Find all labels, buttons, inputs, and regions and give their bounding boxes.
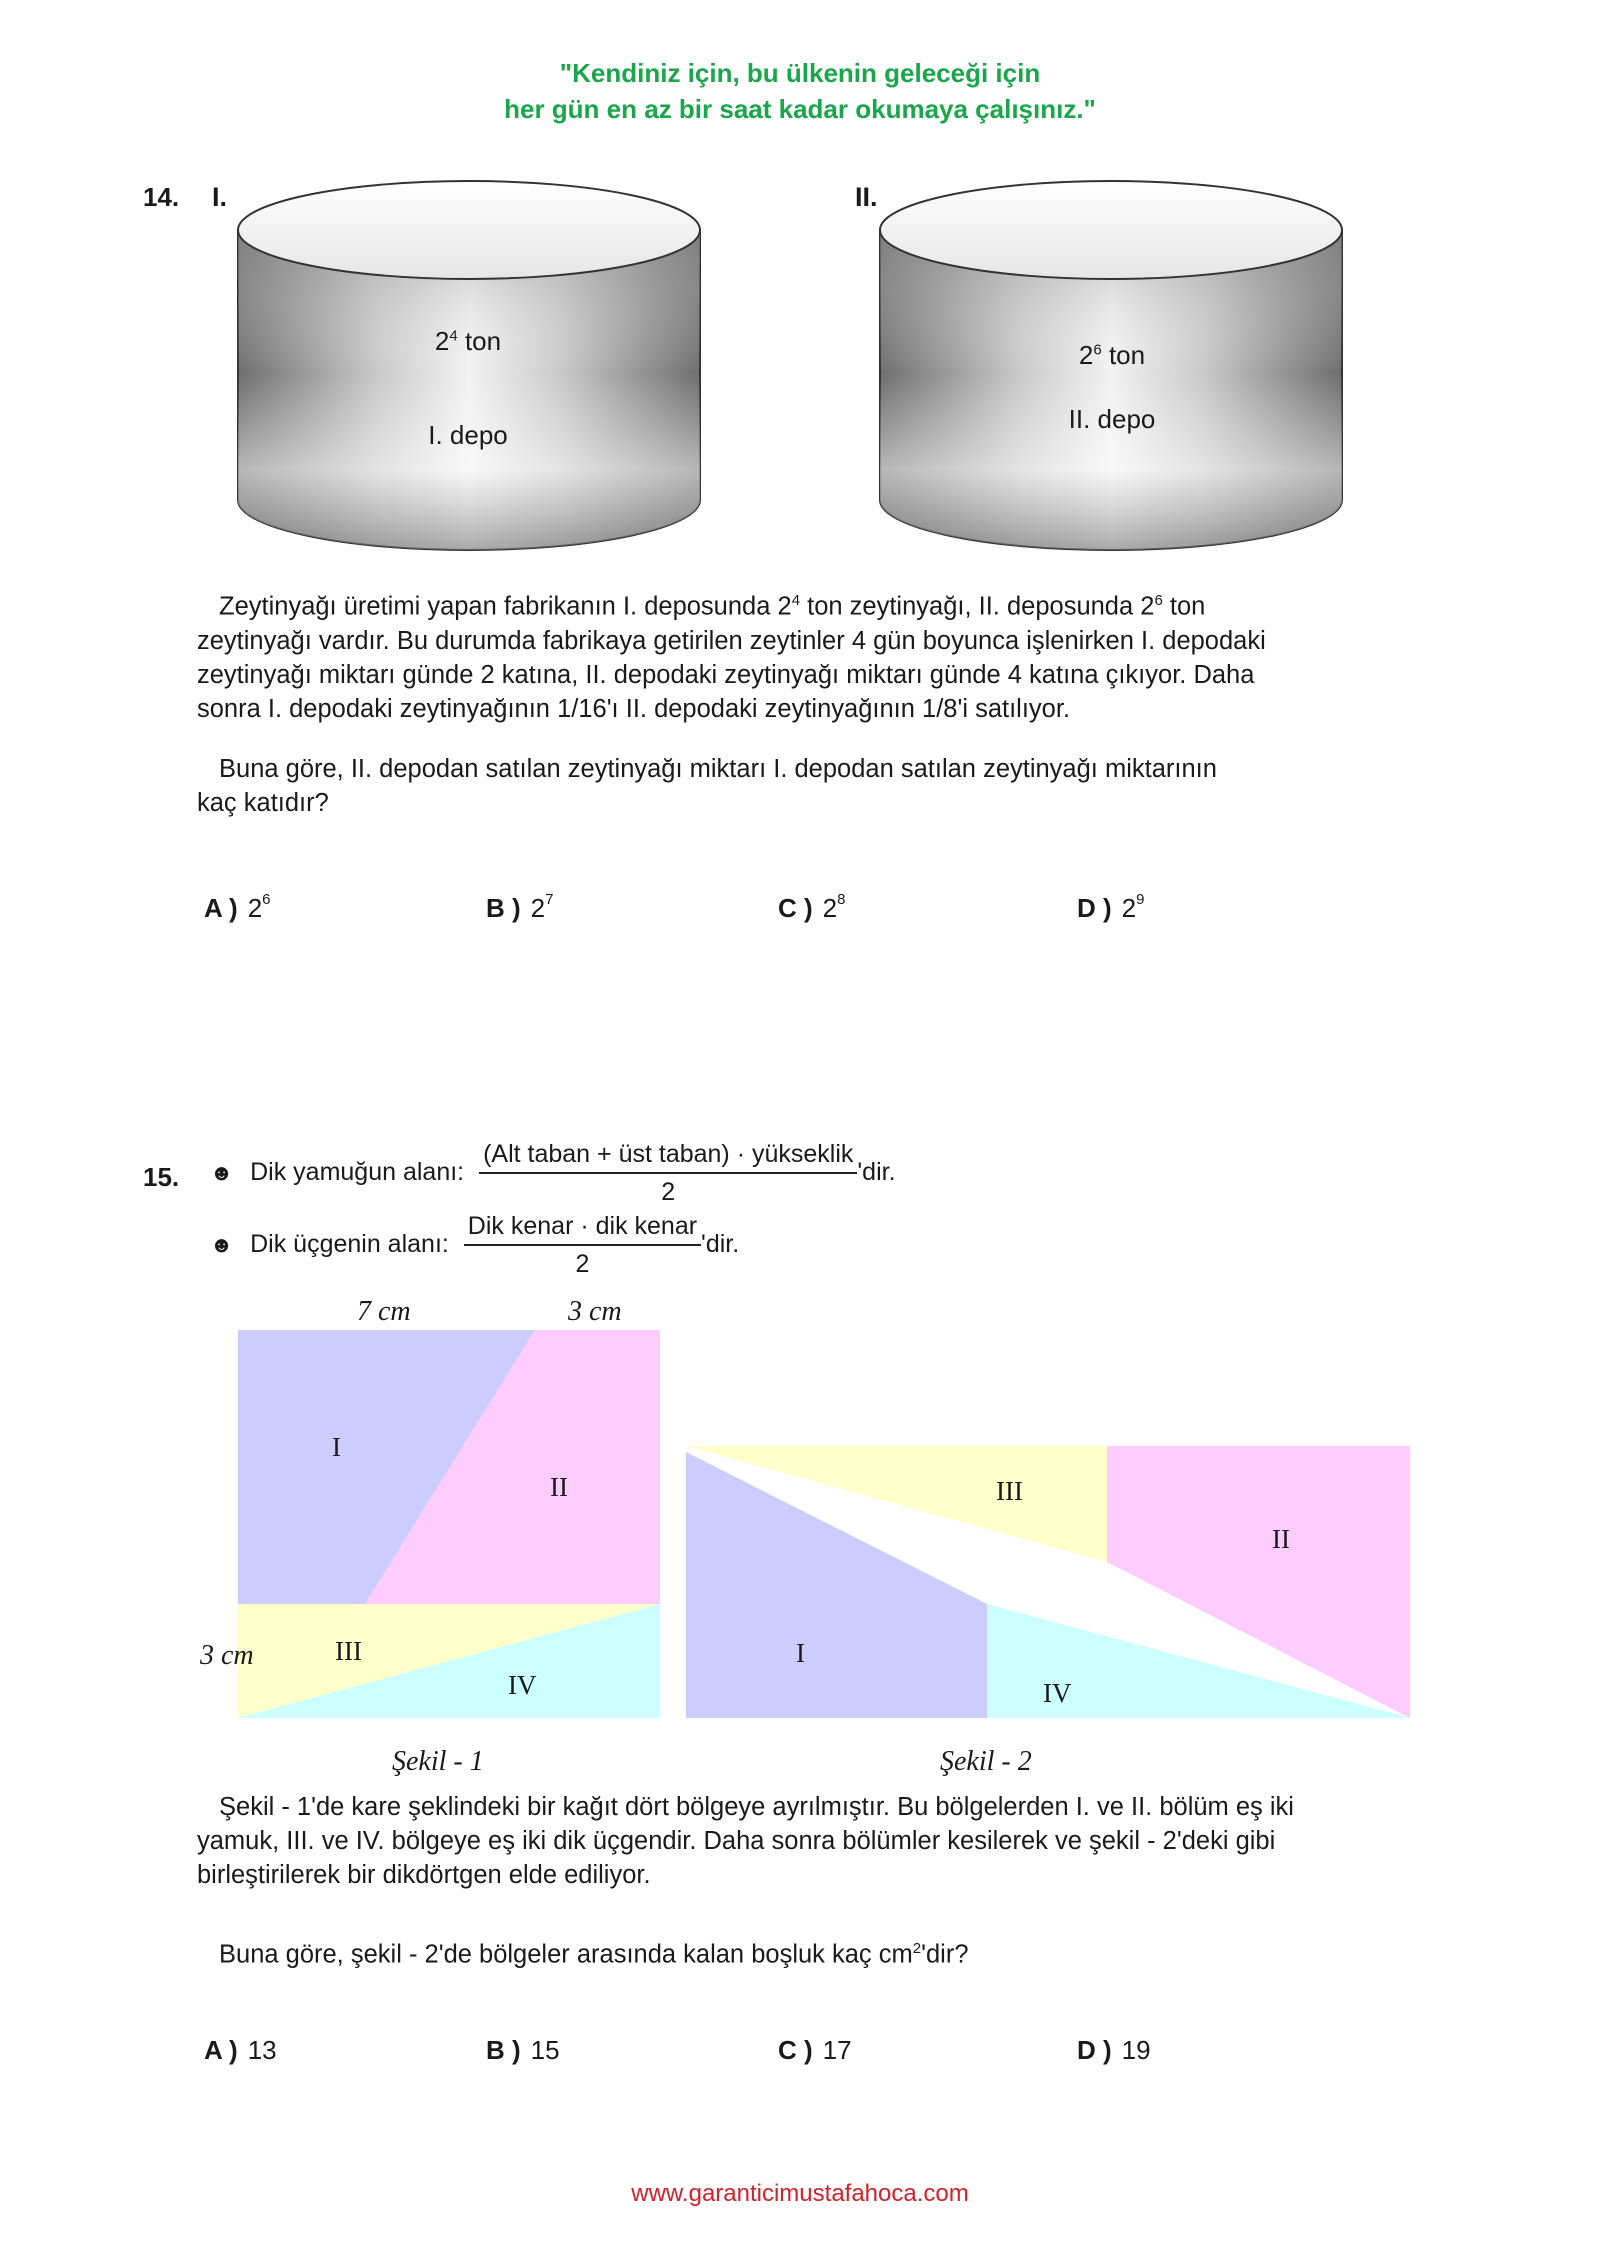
q14-option-a[interactable]: A ) $2^6$ (204, 891, 271, 923)
fig1-label-I: I (332, 1432, 341, 1462)
fig1-label-II: II (550, 1472, 568, 1502)
bullet-icon: ☻ (210, 1160, 234, 1186)
figure-1 (238, 1330, 660, 1718)
tank-2-label: II. (855, 182, 878, 212)
fig2-label-IV: IV (1043, 1678, 1072, 1708)
q15-option-d[interactable]: D ) 19 (1077, 2035, 1151, 2065)
fig2-label-III: III (996, 1476, 1023, 1506)
footer-link[interactable]: www.garanticimustafahoca.com (631, 2180, 969, 2207)
question-14-prompt: Buna göre, II. depodan satılan zeytinyağı miktarı I. depodan satılan zeytinyağı miktarının kaç katıdır? (197, 755, 1217, 817)
question-14-number: 14. (143, 182, 180, 212)
fig1-label-III: III (335, 1636, 362, 1666)
bullet-icon: ☻ (210, 1232, 234, 1258)
q15-option-a[interactable]: A ) 13 (204, 2035, 277, 2065)
tank-1-label: I. (212, 182, 228, 212)
q15-option-b[interactable]: B ) 15 (486, 2035, 560, 2065)
fig1-side-length: 3 cm (200, 1640, 254, 1671)
question-14-text: Zeytinyağı üretimi yapan fabrikanın I. deposunda $2^4$ ton zeytinyağı, II. deposunda $2^6$ ton zeytinyağı vardır. Bu durumda fabrikaya getirilen zeytinler 4 gün boyunca işlenirken I. depodaki zeytinyağı miktarı günde 2 katına, II. depodaki zeytinyağı miktarı günde 4 katına çıkıyor. Daha sonra I. depodaki zeytinyağının 1/16'ı II. depodaki zeytinyağının 1/8'i satılıyor. (197, 592, 1266, 723)
tank-2-amount: $2^6$ ton (1078, 340, 1146, 370)
formula-right-triangle: ☻ Dik üçgenin alanı: $\frac{\text{Dik kenar · dik kenar}}{2}$ 'dir. (210, 1212, 740, 1278)
question-15-text: Şekil - 1'de kare şeklindeki bir kağıt dört bölgeye ayrılmıştır. Bu bölgelerden I. ve II. bölüm eş iki yamuk, III. ve IV. bölgeye eş iki dik üçgendir. Daha sonra bölümler kesilerek ve şekil - 2'deki gibi birleştirilerek bir dikdörtgen elde ediliyor. (197, 1793, 1294, 1889)
fig2-caption: Şekil - 2 (940, 1746, 1032, 1777)
fig2-label-I: I (796, 1638, 805, 1668)
fig1-top-left-length: 7 cm (357, 1296, 411, 1327)
fig1-label-IV: IV (508, 1670, 537, 1700)
q14-option-b[interactable]: B ) $2^7$ (486, 891, 554, 923)
motto-line-1: "Kendiniz için, bu ülkenin geleceği için (559, 58, 1041, 88)
fig1-top-right-length: 3 cm (568, 1296, 622, 1327)
motto-line-2: her gün en az bir saat kadar okumaya çalışınız." (504, 94, 1096, 124)
fig1-caption: Şekil - 1 (392, 1746, 484, 1777)
tank-1-amount: $2^4$ ton (434, 326, 502, 356)
tank-1-name: I. depo (428, 420, 508, 450)
q14-option-c[interactable]: C ) $2^8$ (778, 891, 846, 923)
question-15-number: 15. (143, 1162, 180, 1192)
fig2-label-II: II (1272, 1524, 1290, 1554)
q15-option-c[interactable]: C ) 17 (778, 2035, 852, 2065)
formula-trapezoid: ☻ Dik yamuğun alanı: $\frac{\text{(Alt taban + üst taban) · yükseklik}}{2}$ 'dir. (210, 1140, 896, 1206)
tank-2-name: II. depo (1068, 404, 1156, 434)
q14-option-d[interactable]: D ) $2^9$ (1077, 891, 1145, 923)
question-15-prompt: Buna göre, şekil - 2'de bölgeler arasında kalan boşluk kaç $cm^2'dir$? (219, 1940, 969, 1969)
